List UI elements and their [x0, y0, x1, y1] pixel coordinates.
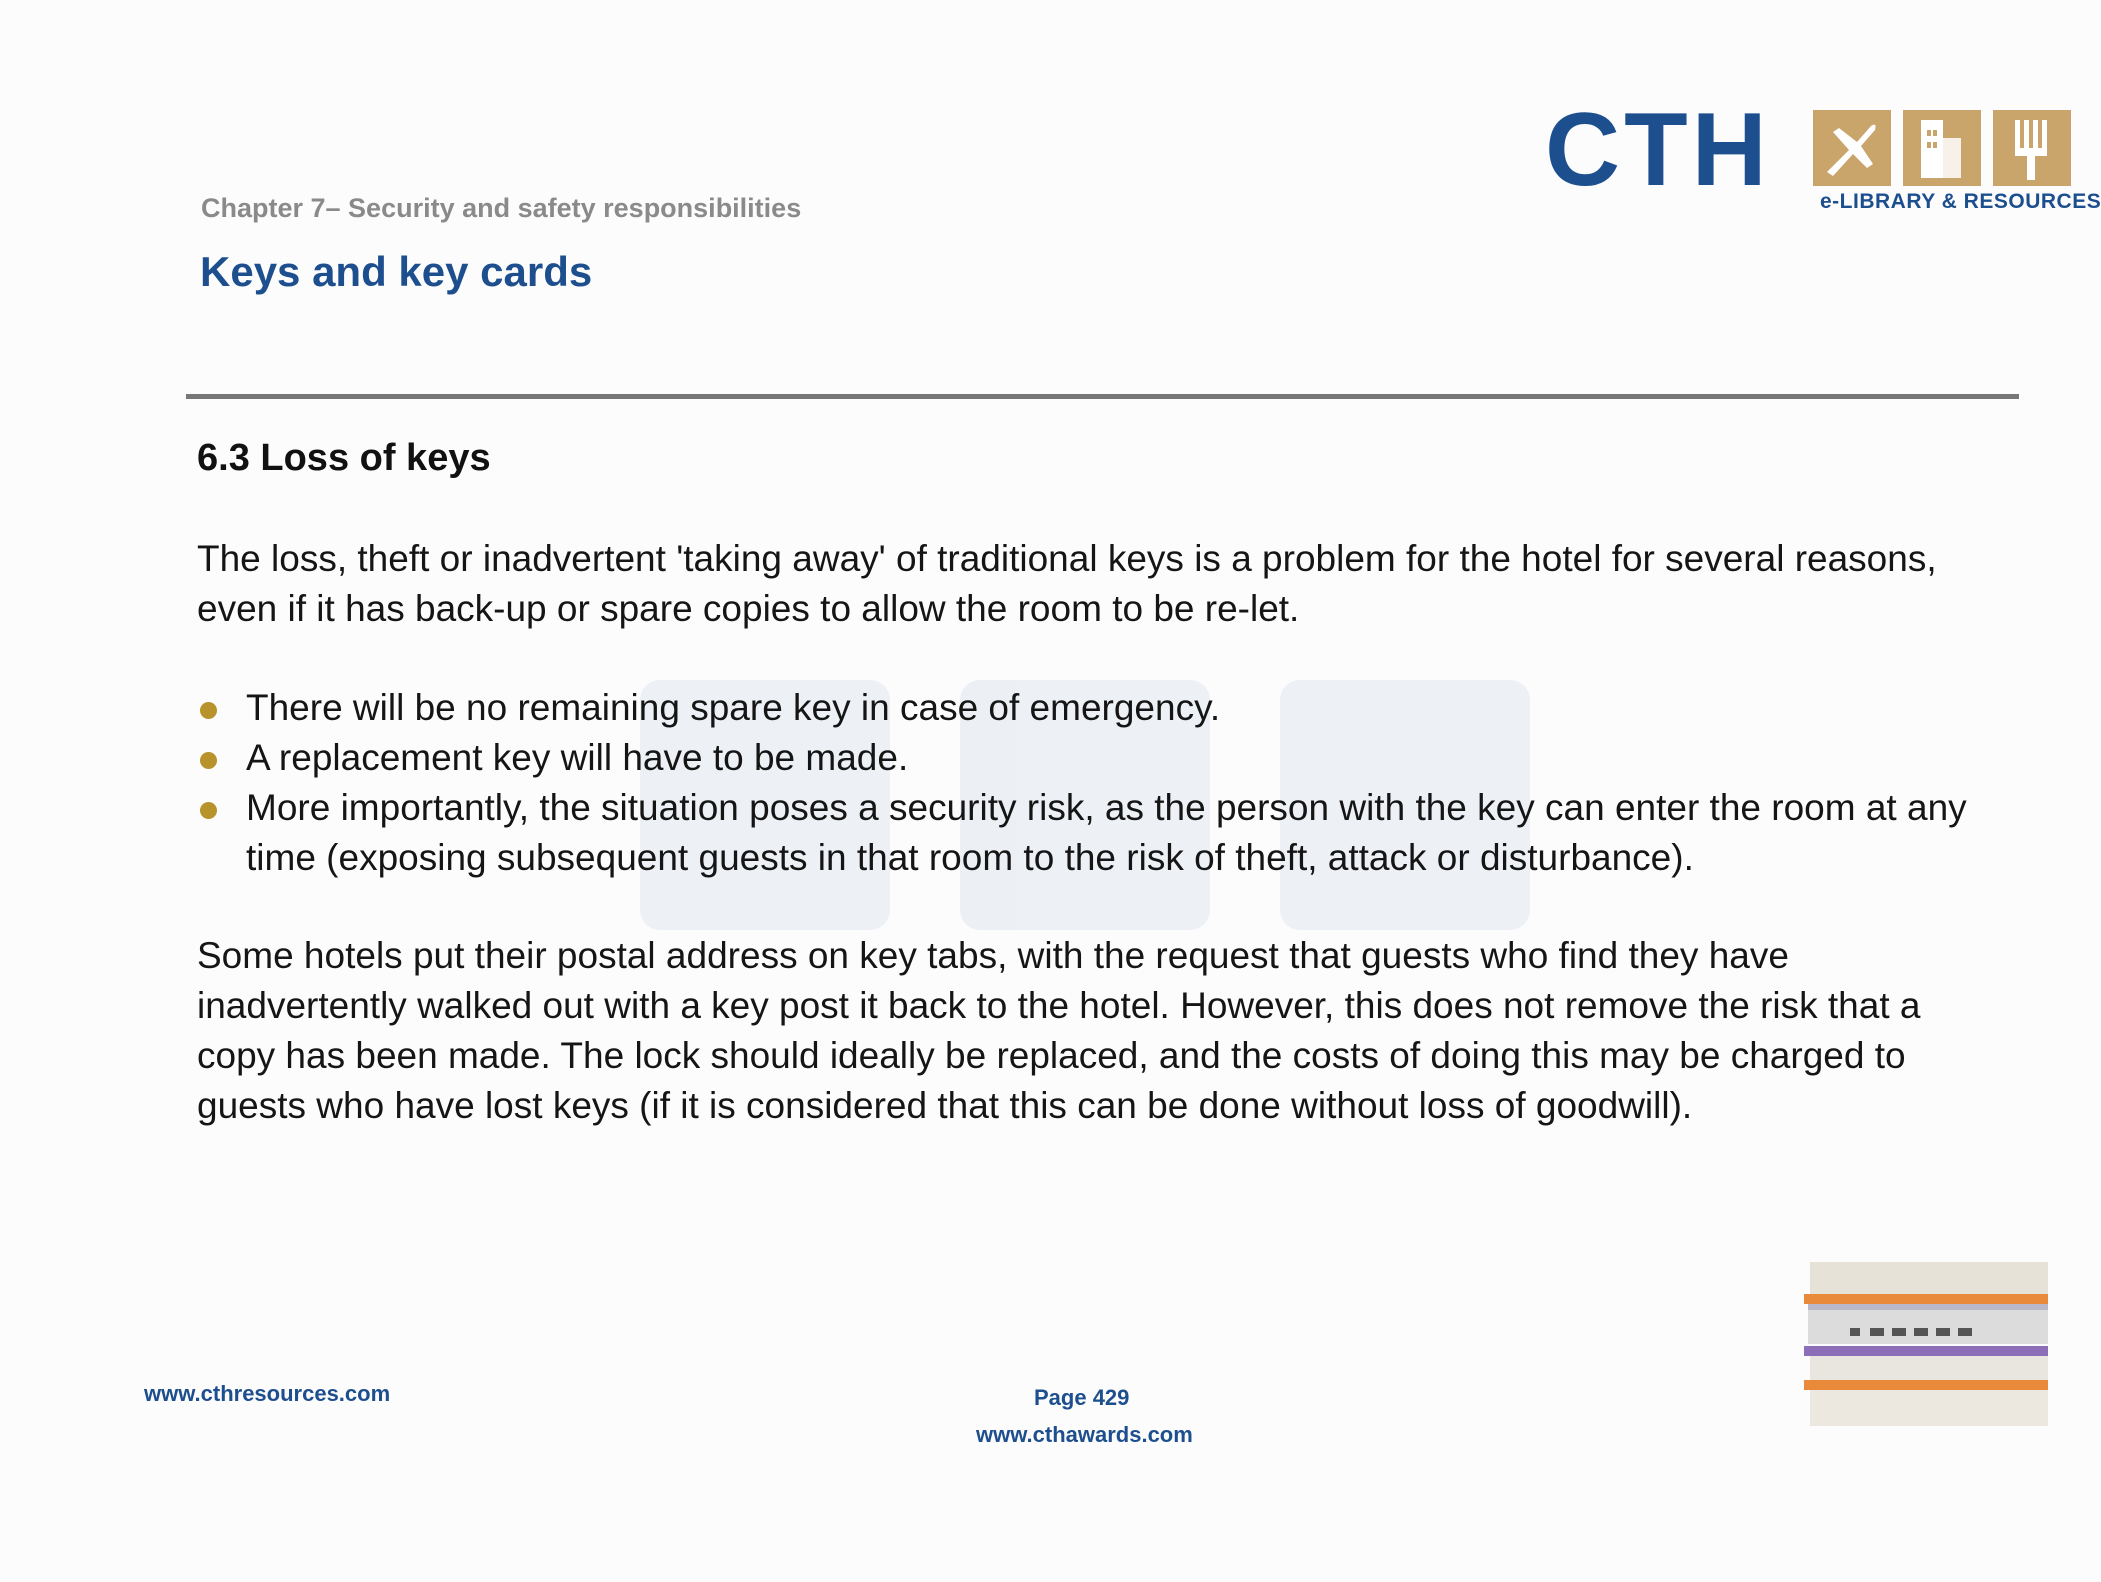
page-title: Keys and key cards	[200, 248, 593, 295]
bullet-icon	[200, 752, 217, 769]
airplane-icon	[1813, 110, 1891, 186]
books-image	[1800, 1262, 2048, 1432]
logo-subtitle: e-LIBRARY & RESOURCES	[1820, 190, 2101, 213]
list-item	[197, 683, 1997, 733]
section-heading: 6.3 Loss of keys	[197, 437, 491, 479]
logo-tiles	[1813, 110, 2071, 186]
page-number: Page 429	[1034, 1385, 1130, 1410]
bullet-icon	[200, 702, 217, 719]
footer-left-link[interactable]: www.cthresources.com	[144, 1381, 391, 1406]
footer-center-link[interactable]: www.cthawards.com	[976, 1422, 1193, 1447]
closing-paragraph: Some hotels put their postal address on key tabs, with the request that guests who find they have inadvertently walked out with a key post it back to the hotel. However, this does not remove the risk that a copy has been made. The lock should ideally be replaced, and the costs of doing this may be charged to guests who have lost keys (if it is considered that this can be done without loss of goodwill).	[197, 935, 1921, 1126]
list-item-text: More importantly, the situation poses a security risk, as the person with the key can enter the room at any time (exposing subsequent guests in that room to the risk of theft, attack or disturbance).	[246, 787, 1967, 878]
bullet-list	[197, 683, 1997, 883]
list-item	[197, 783, 1997, 883]
list-item-text: A replacement key will have to be made.	[246, 737, 909, 778]
header-divider	[186, 394, 2019, 399]
cth-logo	[1545, 92, 2101, 220]
list-item	[197, 733, 1997, 783]
intro-paragraph: The loss, theft or inadvertent 'taking away' of traditional keys is a problem for the hotel for several reasons, even if it has back-up or spare copies to allow the room to be re-let.	[197, 538, 1937, 629]
bullet-icon	[200, 802, 217, 819]
building-icon	[1903, 110, 1981, 186]
fork-icon	[1993, 110, 2071, 186]
chapter-label: Chapter 7– Security and safety responsibilities	[201, 193, 802, 223]
logo-text: CTH	[1545, 92, 1771, 208]
list-item-text: There will be no remaining spare key in case of emergency.	[246, 687, 1221, 728]
